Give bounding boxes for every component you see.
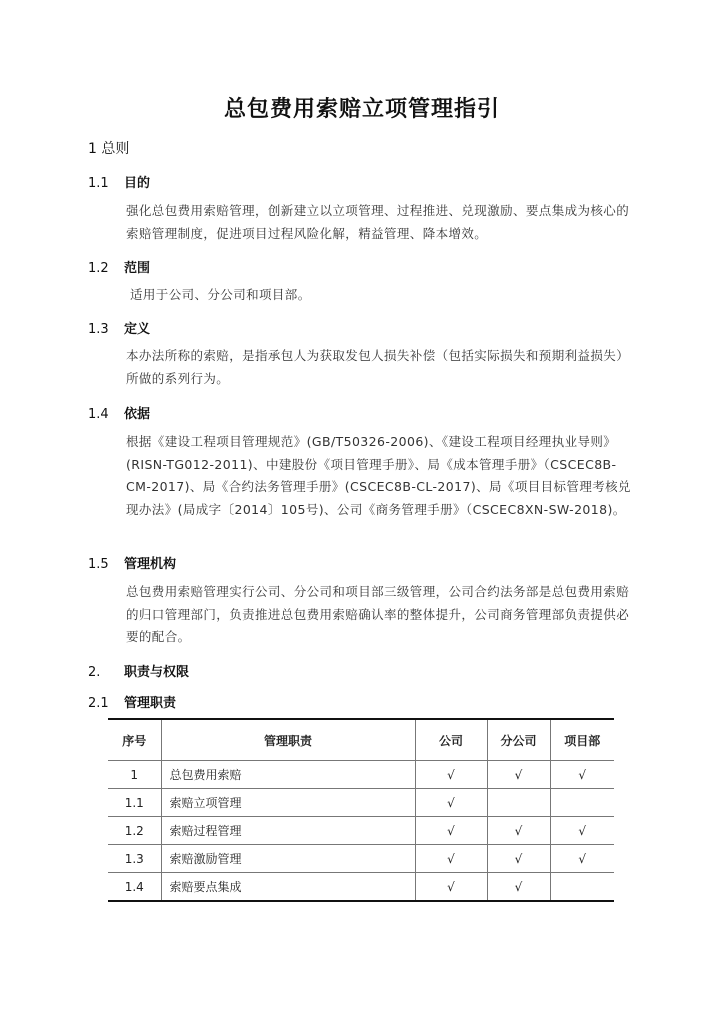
header-project: 项目部 [550, 719, 614, 761]
document-title: 总包费用索赔立项管理指引 [223, 97, 500, 122]
section-label: 目的 [124, 176, 151, 191]
cell-branch: √ [487, 817, 550, 845]
cell-project: √ [550, 761, 614, 789]
section-number: 1.1 [88, 176, 109, 191]
table-row [108, 761, 614, 789]
header-branch: 分公司 [487, 719, 550, 761]
section-number: 1.4 [88, 407, 109, 422]
header-no: 序号 [108, 719, 161, 761]
section-label: 职责与权限 [124, 665, 190, 680]
table-row [108, 817, 614, 845]
cell-branch: √ [487, 845, 550, 873]
section-2-1-heading [88, 692, 176, 711]
section-number: 1.2 [88, 261, 109, 276]
section-label: 依据 [124, 407, 151, 422]
section-label: 范围 [124, 261, 151, 276]
header-company: 公司 [415, 719, 487, 761]
cell-branch: √ [487, 873, 550, 902]
section-number: 2. [88, 665, 101, 680]
cell-branch: √ [487, 761, 550, 789]
cell-project [550, 873, 614, 902]
section-1-4-heading [88, 403, 150, 422]
section-1-5-heading [88, 553, 176, 572]
section-number: 1.3 [88, 322, 109, 337]
cell-item: 索赔激励管理 [161, 845, 415, 873]
section-label: 管理职责 [124, 696, 177, 711]
cell-no: 1.2 [108, 817, 161, 845]
section-1-5-text: 总包费用索赔管理实行公司、分公司和项目部三级管理，公司合约法务部是总包费用索赔的归口管理部门，负责推进总包费用索赔确认率的整体提升，公司商务管理部负责提供必要的配合。 [126, 584, 630, 644]
cell-item: 索赔立项管理 [161, 789, 415, 817]
cell-company: √ [415, 817, 487, 845]
section-label: 定义 [124, 322, 151, 337]
cell-no: 1.3 [108, 845, 161, 873]
cell-company: √ [415, 845, 487, 873]
table-row [108, 873, 614, 902]
cell-project [550, 789, 614, 817]
section-1-heading: 1 总则 [88, 141, 130, 157]
cell-company: √ [415, 873, 487, 902]
cell-company: √ [415, 761, 487, 789]
section-2-heading [88, 661, 189, 680]
section-number: 1.5 [88, 557, 109, 572]
cell-project: √ [550, 817, 614, 845]
cell-item: 索赔过程管理 [161, 817, 415, 845]
cell-no: 1.1 [108, 789, 161, 817]
section-1-1-heading [88, 172, 150, 191]
cell-no: 1 [108, 761, 161, 789]
cell-project: √ [550, 845, 614, 873]
cell-item: 总包费用索赔 [161, 761, 415, 789]
section-1-3-text: 本办法所称的索赔，是指承包人为获取发包人损失补偿（包括实际损失和预期利益损失）所做的系列行为。 [126, 348, 630, 386]
section-1-4-text: 根据《建设工程项目管理规范》(GB/T50326-2006)、《建设工程项目经理执业导则》(RISN-TG012-2011)、中建股份《项目管理手册》、局《成本管理手册》（CSCEC8B-CM-2017)、局《合约法务管理手册》(CSCEC8B-CL-2017)、局《项目目标管理考核兑现办法》(局成字〔2014〕105号)、公司《商务管理手册》（CSCEC8XN-SW-2018)。 [126, 434, 631, 517]
cell-company: √ [415, 789, 487, 817]
cell-branch [487, 789, 550, 817]
table-header-row [108, 719, 614, 761]
responsibility-table [108, 718, 614, 902]
table-row [108, 789, 614, 817]
section-1-2-text: 适用于公司、分公司和项目部。 [130, 287, 311, 302]
header-responsibility: 管理职责 [161, 719, 415, 761]
section-number: 2.1 [88, 696, 109, 711]
cell-no: 1.4 [108, 873, 161, 902]
section-1-2-heading [88, 257, 150, 276]
table-row [108, 845, 614, 873]
section-1-3-heading [88, 318, 150, 337]
cell-item: 索赔要点集成 [161, 873, 415, 902]
section-label: 管理机构 [124, 557, 177, 572]
section-1-1-text: 强化总包费用索赔管理，创新建立以立项管理、过程推进、兑现激励、要点集成为核心的索赔管理制度，促进项目过程风险化解，精益管理、降本增效。 [126, 203, 630, 241]
